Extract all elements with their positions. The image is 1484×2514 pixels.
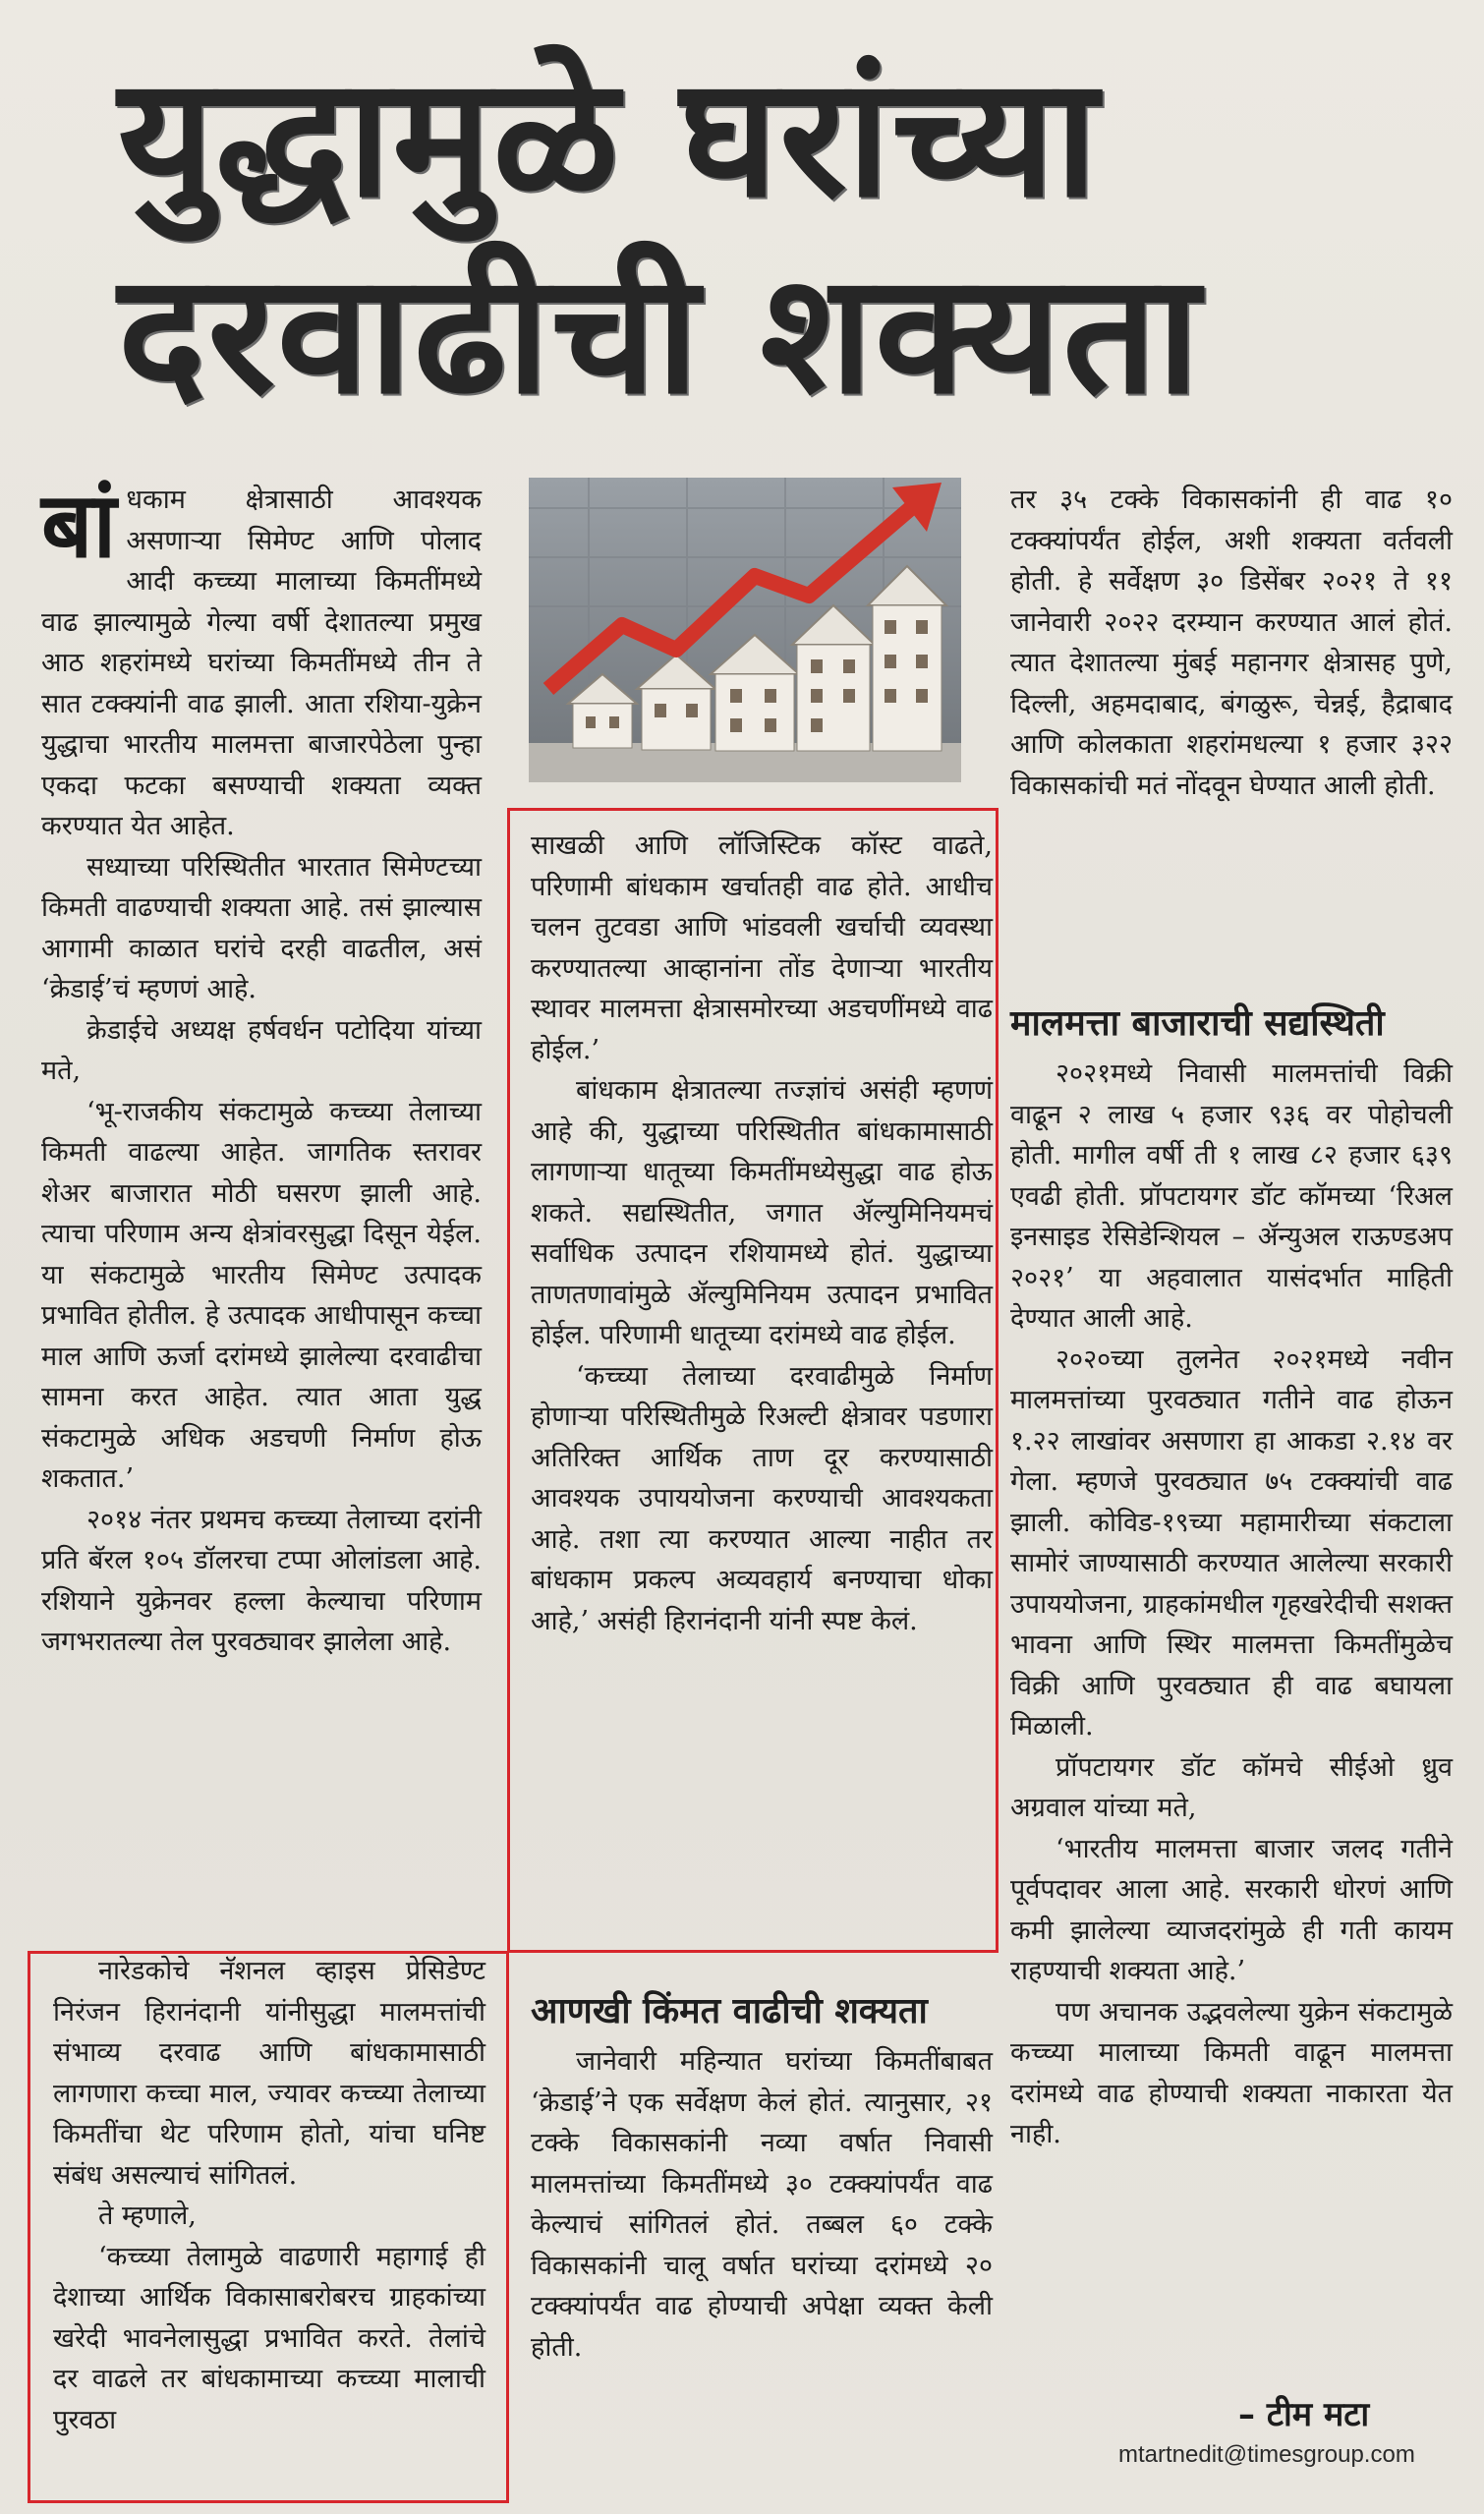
- quote-paragraph: ‘कच्च्या तेलाच्या दरवाढीमुळे निर्माण होणाऱ्या परिस्थितीमुळे रिअल्टी क्षेत्रावर पडणारा अतिरिक्त आर्थिक ताण दूर करण्यासाठी आवश्यक उपाययोजना करण्याची आवश्यकता आहे. तशा त्या करण्यात आल्या नाहीत तर बांधकाम प्रकल्प अव्यवहार्य बनण्याचा धोका आहे,’ असंही हिरानंदानी यांनी स्पष्ट केलं.: [531, 1360, 993, 1636]
- paragraph: बांधकाम क्षेत्रातल्या तज्ज्ञांचं असंही म्हणणं आहे की, युद्धाच्या परिस्थितीत बांधकामासाठी लागणाऱ्या धातूच्या किमतींमध्येसुद्धा वाढ होऊ शकते. सद्यस्थितीत, जगात ॲल्युमिनियमचं सर्वाधिक उत्पादन रशियामध्ये होतं. युद्धाच्या ताणतणावांमुळे ॲल्युमिनियम उत्पादन प्रभावित होईल. परिणामी धातूच्या दरांमध्ये वाढ होईल.: [531, 1075, 993, 1350]
- headline-line-1: युद्धामुळे घरांच्या: [118, 41, 1100, 234]
- subheading: मालमत्ता बाजाराची सद्यस्थिती: [1010, 1003, 1385, 1044]
- paragraph: २०२०च्या तुलनेत २०२१मध्ये नवीन मालमत्तांच्या पुरवठ्यात गतीने वाढ होऊन १.२२ लाखांवर असणारा हा आकडा २.१४ वर गेला. म्हणजे पुरवठ्यात ७५ टक्क्यांची वाढ झाली. कोविड-१९च्या महामारीच्या संकटाला सामोरं जाण्यासाठी करण्यात आलेल्या सरकारी उपाययोजना, ग्राहकांमधील गृहखरेदीची सशक्त भावना आणि स्थिर मालमत्ता किमतींमुळेच विक्री आणि पुरवठ्यात ही वाढ बघायला मिळाली.: [1010, 1343, 1453, 1742]
- quote-paragraph: ‘कच्च्या तेलामुळे वाढणारी महागाई ही देशाच्या आर्थिक विकासाबरोबरच ग्राहकांच्या खरेदी भावनेलासुद्धा प्रभावित करते. तेलांचे दर वाढले तर बांधकामाच्या कच्च्या मालाची पुरवठा: [53, 2241, 485, 2435]
- headline: [118, 39, 1396, 432]
- paragraph: २०१४ नंतर प्रथमच कच्च्या तेलाच्या दरांनी प्रति बॅरल १०५ डॉलरचा टप्पा ओलांडला आहे. रशियाने युक्रेनवर हल्ला केल्याचा परिणाम जगभरातल्या तेल पुरवठ्यावर झालेला आहे.: [41, 1504, 482, 1657]
- byline: – टीम मटा: [1238, 2395, 1370, 2434]
- article-column-1-boxed: [53, 1951, 485, 2440]
- quote-paragraph: ‘भारतीय मालमत्ता बाजार जलद गतीने पूर्वपदावर आला आहे. सरकारी धोरणं आणि कमी झालेल्या व्याजदरांमुळे ही गती कायम राहण्याची शक्यता आहे.’: [1010, 1833, 1453, 1986]
- paragraph: पण अचानक उद्भवलेल्या युक्रेन संकटामुळे कच्च्या मालाच्या किमती वाढून मालमत्ता दरांमध्ये वाढ होण्याची शक्यता नाकारता येत नाही.: [1010, 1996, 1453, 2149]
- paragraph: ते म्हणाले,: [98, 2200, 197, 2231]
- houses-rising-arrow-icon: [529, 478, 961, 782]
- photo-illustration: [529, 478, 961, 782]
- paragraph: २०२१मध्ये निवासी मालमत्तांची विक्री वाढून २ लाख ५ हजार ९३६ वर पोहोचली होती. मागील वर्षी ती १ लाख ८२ हजार ६३९ एवढी होती. प्रॉपटायगर डॉट कॉमच्या ‘रिअल इनसाइड रेसिडेन्शियल – ॲन्युअल राऊण्डअप २०२१’ या अहवालात यासंदर्भात माहिती देण्यात आली आहे.: [1010, 1058, 1453, 1334]
- article-column-3: [1010, 480, 1453, 806]
- headline-line-2: दरवाढीची शक्यता: [118, 238, 1202, 430]
- contact-email: mtartnedit@timesgroup.com: [1118, 2441, 1415, 2468]
- subheading: आणखी किंमत वाढीची शक्यता: [531, 1991, 928, 2031]
- paragraph: जानेवारी महिन्यात घरांच्या किमतींबाबत ‘क्रेडाई’ने एक सर्वेक्षण केलं होतं. त्यानुसार, २१ टक्के विकासकांनी नव्या वर्षात निवासी मालमत्तांच्या किमतींमध्ये ३० टक्क्यांपर्यंत वाढ केल्याचं सांगितलं होतं. तब्बल ६० टक्के विकासकांनी चालू वर्षात घरांच्या दरांमध्ये २० टक्क्यांपर्यंत वाढ होण्याची अपेक्षा व्यक्त केली होती.: [531, 2046, 993, 2363]
- article-column-3-lower: [1010, 1002, 1453, 2155]
- article-column-2: [531, 1990, 993, 2368]
- quote-paragraph: ‘भू-राजकीय संकटामुळे कच्च्या तेलाच्या किमती वाढल्या आहेत. जागतिक स्तरावर शेअर बाजारात मोठी घसरण झाली आहे. त्याचा परिणाम अन्य क्षेत्रांवरसुद्धा दिसून येईल. या संकटामुळे भारतीय सिमेण्ट उत्पादक प्रभावित होतील. हे उत्पादक आधीपासून कच्चा माल आणि ऊर्जा दरांमध्ये झालेल्या दरवाढीचा सामना करत आहेत. त्यात आता युद्ध संकटामुळे अधिक अडचणी निर्माण होऊ शकतात.’: [41, 1096, 482, 1494]
- paragraph: सध्याच्या परिस्थितीत भारतात सिमेण्टच्या किमती वाढण्याची शक्यता आहे. तसं झाल्यास आगामी काळात घरांचे दरही वाढतील, असं ‘क्रेडाई’चं म्हणणं आहे.: [41, 851, 482, 1004]
- article-column-2-boxed: [531, 826, 993, 1641]
- paragraph: क्रेडाईचे अध्यक्ष हर्षवर्धन पटोदिया यांच्या मते,: [41, 1014, 482, 1086]
- drop-cap: बां: [41, 473, 117, 578]
- quote-paragraph: साखळी आणि लॉजिस्टिक कॉस्ट वाढते, परिणामी बांधकाम खर्चातही वाढ होते. आधीच चलन तुटवडा आणि भांडवली खर्चाची व्यवस्था करण्यातल्या आव्हानांना तोंड देणाऱ्या भारतीय स्थावर मालमत्ता क्षेत्रासमोरच्या अडचणींमध्ये वाढ होईल.’: [531, 830, 993, 1065]
- paragraph: प्रॉपटायगर डॉट कॉमचे सीईओ ध्रुव अग्रवाल यांच्या मते,: [1010, 1751, 1453, 1823]
- paragraph: तर ३५ टक्के विकासकांनी ही वाढ १० टक्क्यांपर्यंत होईल, अशी शक्यता वर्तवली होती. हे सर्वेक्षण ३० डिसेंबर २०२१ ते ११ जानेवारी २०२२ दरम्यान करण्यात आलं होतं. त्यात देशातल्या मुंबई महानगर क्षेत्रासह पुणे, दिल्ली, अहमदाबाद, बंगळुरू, चेन्नई, हैद्राबाद आणि कोलकाता शहरांमधल्या १ हजार ३२२ विकासकांची मतं नोंदवून घेण्यात आली होती.: [1010, 485, 1453, 801]
- paragraph: नारेडकोचे नॅशनल व्हाइस प्रेसिडेण्ट निरंजन हिरानंदानी यांनीसुद्धा मालमत्तांची संभाव्य दरवाढ आणि बांधकामासाठी लागणारा कच्चा माल, ज्यावर कच्च्या तेलाच्या किमतींचा थेट परिणाम होतो, यांचा घनिष्ट संबंध असल्याचं सांगितलं.: [53, 1956, 485, 2191]
- article-column-1: [41, 473, 482, 1663]
- paragraph: धकाम क्षेत्रासाठी आवश्यक असणाऱ्या सिमेण्ट आणि पोलाद आदी कच्च्या मालाच्या किमतींमध्ये वाढ झाल्यामुळे गेल्या वर्षी देशातल्या प्रमुख आठ शहरांमध्ये घरांच्या किमतींमध्ये तीन ते सात टक्क्यांनी वाढ झाली. आता रशिया-युक्रेन युद्धाचा भारतीय मालमत्ता बाजारपेठेला पुन्हा एकदा फटका बसण्याची शक्यता व्यक्त करण्यात येत आहेत.: [41, 485, 482, 841]
